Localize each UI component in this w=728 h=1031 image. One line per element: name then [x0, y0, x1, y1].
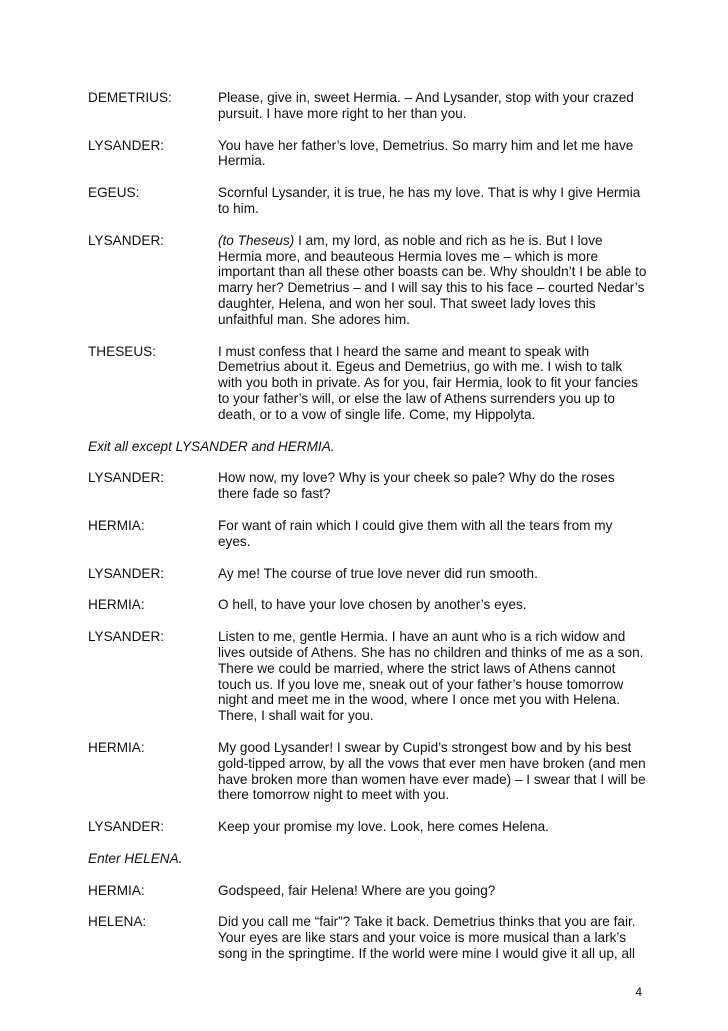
speech-text [218, 597, 648, 613]
speech-line: O hell, to have your love chosen by another’s eyes. [218, 597, 527, 613]
speech-line: Please, give in, sweet Hermia. – And Lysander, stop with your crazed pursuit. I have more right to her than you. [218, 90, 634, 121]
dialogue-entry [88, 566, 648, 582]
speaker-name: DEMETRIUS: [88, 90, 172, 105]
dialogue-entry [88, 185, 648, 217]
speaker-name: LYSANDER: [88, 470, 165, 486]
dialogue-entry [88, 470, 648, 502]
speech-text [218, 819, 648, 835]
speech-line: Did you call me “fair”? Take it back. Demetrius thinks that you are fair. Your eyes are like stars and your voice is more musical than a lark’s song in the springtime. If the world were mine I would give it all up, all [218, 914, 636, 962]
speech-text [218, 740, 648, 803]
speaker-name: HERMIA: [88, 739, 145, 755]
speech-line: My good Lysander! I swear by Cupid’s strongest bow and by his best gold-tipped arrow, by all the vows that ever men have broken (and men have broken more than women have ever made) – I swear that I will be there tomorrow night to meet with you. [218, 739, 646, 803]
dialogue-entry [88, 233, 648, 328]
stage-direction: Enter HELENA. [88, 850, 183, 866]
speech-text [218, 518, 648, 550]
speaker-name: HERMIA: [88, 597, 145, 613]
dialogue-entry [88, 819, 648, 835]
dialogue-entry [88, 883, 648, 899]
speech-line: Listen to me, gentle Hermia. I have an aunt who is a rich widow and lives outside of Athens. She has no children and thinks of me as a son. There we could be married, where the strict laws of Athens cannot touch us. If you love me, sneak out of your father’s house tomorrow night and meet me in the wood, where I once met you with Helena. There, I shall wait for you. [218, 629, 644, 724]
speech-text [218, 470, 648, 502]
speech-text [218, 914, 648, 961]
speech-line: I must confess that I heard the same and meant to speak with Demetrius about it. Egeus and Demetrius, go with me. I wish to talk with you both in private. As for you, fair Hermia, look to fit your fancies to your father’s will, or else the law of Athens surrenders you up to death, or to a vow of single life. Come, my Hippolyta. [218, 343, 639, 422]
script-body [88, 90, 648, 978]
speech-text [218, 138, 648, 170]
speech-text [218, 233, 648, 328]
speech-line: You have her father’s love, Demetrius. So marry him and let me have Hermia. [218, 137, 634, 169]
speech-line: Godspeed, fair Helena! Where are you going? [218, 882, 496, 898]
speech-line: Keep your promise my love. Look, here comes Helena. [218, 819, 549, 835]
speaker-name: LYSANDER: [88, 565, 165, 581]
speech-line: Ay me! The course of true love never did run smooth. [218, 565, 538, 581]
dialogue-entry [88, 138, 648, 170]
dialogue-entry [88, 518, 648, 550]
speech-text [218, 90, 648, 122]
dialogue-entry [88, 629, 648, 724]
speech-line: I am, my lord, as noble and rich as he is. But I love Hermia more, and beauteous Hermia loves me – which is more important than all these other boasts can be. Why shouldn’t I be able to marry her? Demetrius – and I will say this to his face – courted Nedar’s daughter, Helena, and won her soul. That sweet lady loves this unfaithful man. She adores him. [218, 232, 647, 327]
page-number: 4 [635, 985, 642, 999]
stage-direction: Exit all except LYSANDER and HERMIA. [88, 438, 335, 454]
speaker-name: HERMIA: [88, 882, 145, 898]
speaker-name: EGEUS: [88, 185, 140, 201]
dialogue-entry [88, 597, 648, 613]
speaker-name: THESEUS: [88, 343, 156, 359]
speech-text [218, 883, 648, 899]
speech-line: Scornful Lysander, it is true, he has my love. That is why I give Hermia to him. [218, 185, 641, 216]
speaker-name: LYSANDER: [88, 232, 165, 248]
speech-text [218, 344, 648, 423]
speaker-name: HERMIA: [88, 517, 145, 533]
dialogue-entry [88, 90, 648, 122]
speech-text [218, 566, 648, 582]
speaker-name: HELENA: [88, 914, 147, 930]
speech-line: For want of rain which I could give them with all the tears from my eyes. [218, 517, 613, 549]
inline-stage-direction: (to Theseus) [218, 232, 295, 248]
speech-line: How now, my love? Why is your cheek so pale? Why do the roses there fade so fast? [218, 470, 615, 502]
speech-text [218, 185, 648, 217]
speech-text [218, 629, 648, 724]
speaker-name: LYSANDER: [88, 137, 165, 153]
dialogue-entry [88, 914, 648, 961]
dialogue-entry [88, 740, 648, 803]
speaker-name: LYSANDER: [88, 629, 165, 645]
dialogue-entry [88, 344, 648, 423]
speaker-name: LYSANDER: [88, 819, 165, 835]
